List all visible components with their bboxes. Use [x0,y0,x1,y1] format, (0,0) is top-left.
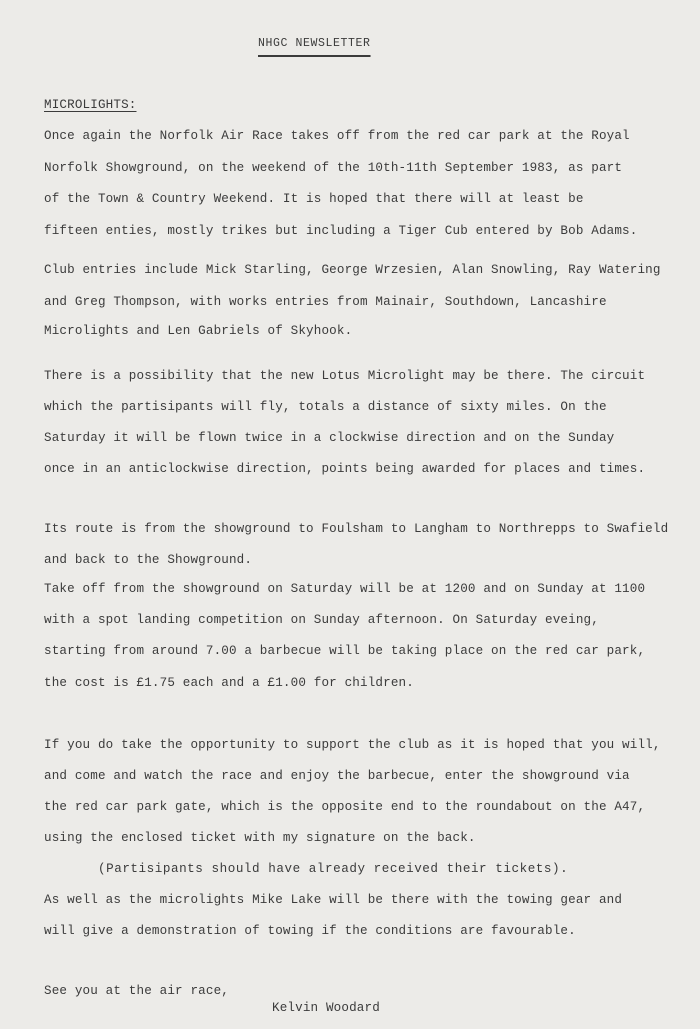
closing-line: See you at the air race, [44,984,229,998]
body-line: and back to the Showground. [44,553,253,567]
body-line: If you do take the opportunity to support the club as it is hoped that you will, [44,738,661,752]
body-line: of the Town & Country Weekend. It is hoped that there will at least be [44,192,584,206]
body-line: Take off from the showground on Saturday will be at 1200 and on Sunday at 1100 [44,582,646,596]
body-line: Once again the Norfolk Air Race takes off from the red car park at the Royal [44,129,630,143]
body-line: the red car park gate, which is the opposite end to the roundabout on the A47, [44,800,646,814]
body-line: using the enclosed ticket with my signature on the back. [44,831,476,845]
body-line: will give a demonstration of towing if the conditions are favourable. [44,924,576,938]
body-line: As well as the microlights Mike Lake will be there with the towing gear and [44,893,623,907]
body-line: Norfolk Showground, on the weekend of the 10th-11th September 1983, as part [44,161,623,175]
body-line: fifteen enties, mostly trikes but including a Tiger Cub entered by Bob Adams. [44,224,638,238]
body-line: and come and watch the race and enjoy the barbecue, enter the showground via [44,769,630,783]
body-line: Club entries include Mick Starling, George Wrzesien, Alan Snowling, Ray Watering [44,263,661,277]
body-line: Its route is from the showground to Foulsham to Langham to Northrepps to Swafield [44,522,669,536]
section-heading-microlights: MICROLIGHTS: [44,98,137,112]
body-line: There is a possibility that the new Lotus Microlight may be there. The circuit [44,369,646,383]
body-line: once in an anticlockwise direction, points being awarded for places and times. [44,462,646,476]
body-line: Saturday it will be flown twice in a clockwise direction and on the Sunday [44,431,615,445]
body-line: and Greg Thompson, with works entries from Mainair, Southdown, Lancashire [44,295,607,309]
body-line: starting from around 7.00 a barbecue will be taking place on the red car park, [44,644,646,658]
signature-name: Kelvin Woodard [272,1001,380,1015]
newsletter-title: NHGC NEWSLETTER [258,37,371,50]
body-line: Microlights and Len Gabriels of Skyhook. [44,324,353,338]
body-line: with a spot landing competition on Sunday afternoon. On Saturday eveing, [44,613,599,627]
body-line: which the partisipants will fly, totals a distance of sixty miles. On the [44,400,607,414]
body-line: (Partisipants should have already received their tickets). [98,862,569,876]
body-line: the cost is £1.75 each and a £1.00 for children. [44,676,414,690]
